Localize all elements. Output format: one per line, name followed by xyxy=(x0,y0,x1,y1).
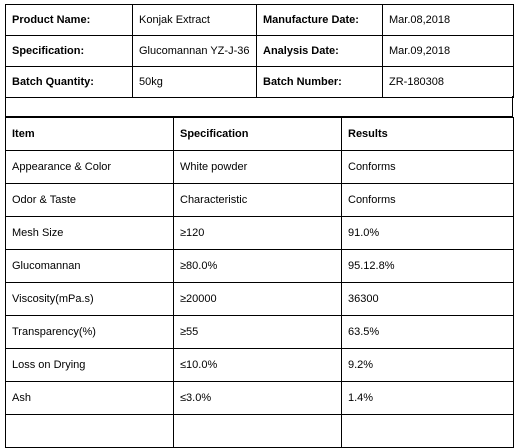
specification-label: Specification: xyxy=(6,36,133,67)
specification-cell: ≥20000 xyxy=(174,283,342,316)
analysis-results-table xyxy=(5,117,514,448)
item-cell: Odor & Taste xyxy=(6,184,174,217)
result-cell-empty xyxy=(342,415,514,448)
table-row xyxy=(6,283,514,316)
batch-quantity-value: 50kg xyxy=(133,67,257,98)
result-cell: 36300 xyxy=(342,283,514,316)
result-cell: 91.0% xyxy=(342,217,514,250)
item-cell: Mesh Size xyxy=(6,217,174,250)
product-info-table xyxy=(5,4,514,98)
table-row xyxy=(6,184,514,217)
specification-cell-empty xyxy=(174,415,342,448)
specification-value: Glucomannan YZ-J-36 xyxy=(133,36,257,67)
result-cell: Conforms xyxy=(342,151,514,184)
specification-cell: ≤10.0% xyxy=(174,349,342,382)
table-row-partial xyxy=(6,415,514,448)
item-cell: Ash xyxy=(6,382,174,415)
result-cell: Conforms xyxy=(342,184,514,217)
table-row xyxy=(6,316,514,349)
result-cell: 63.5% xyxy=(342,316,514,349)
item-cell: Glucomannan xyxy=(6,250,174,283)
analysis-date-label: Analysis Date: xyxy=(257,36,383,67)
table-row xyxy=(6,151,514,184)
batch-number-label: Batch Number: xyxy=(257,67,383,98)
table-header-row xyxy=(6,118,514,151)
column-header-results: Results xyxy=(342,118,514,151)
specification-cell: ≤3.0% xyxy=(174,382,342,415)
item-cell: Transparency(%) xyxy=(6,316,174,349)
product-name-value: Konjak Extract xyxy=(133,5,257,36)
result-cell: 95.12.8% xyxy=(342,250,514,283)
info-row xyxy=(6,36,514,67)
specification-cell: ≥55 xyxy=(174,316,342,349)
item-cell: Viscosity(mPa.s) xyxy=(6,283,174,316)
table-row xyxy=(6,250,514,283)
table-row xyxy=(6,217,514,250)
table-row xyxy=(6,349,514,382)
analysis-date-value: Mar.09,2018 xyxy=(383,36,514,67)
section-spacer xyxy=(5,96,513,117)
product-name-label: Product Name: xyxy=(6,5,133,36)
item-cell: Appearance & Color xyxy=(6,151,174,184)
manufacture-date-label: Manufacture Date: xyxy=(257,5,383,36)
batch-quantity-label: Batch Quantity: xyxy=(6,67,133,98)
info-row xyxy=(6,67,514,98)
specification-cell: White powder xyxy=(174,151,342,184)
item-cell-empty xyxy=(6,415,174,448)
item-cell: Loss on Drying xyxy=(6,349,174,382)
specification-cell: Characteristic xyxy=(174,184,342,217)
column-header-specification: Specification xyxy=(174,118,342,151)
table-row xyxy=(6,382,514,415)
result-cell: 1.4% xyxy=(342,382,514,415)
batch-number-value: ZR-180308 xyxy=(383,67,514,98)
specification-cell: ≥120 xyxy=(174,217,342,250)
specification-cell: ≥80.0% xyxy=(174,250,342,283)
info-row xyxy=(6,5,514,36)
manufacture-date-value: Mar.08,2018 xyxy=(383,5,514,36)
column-header-item: Item xyxy=(6,118,174,151)
result-cell: 9.2% xyxy=(342,349,514,382)
